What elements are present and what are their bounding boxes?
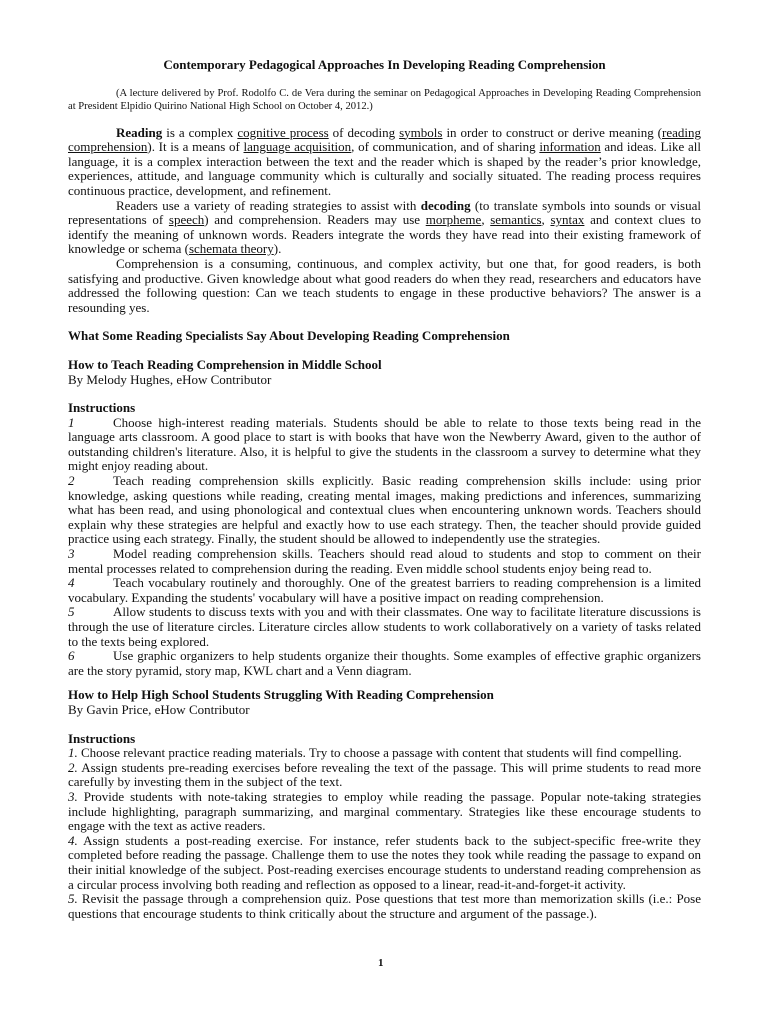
article-2-instructions-label: Instructions xyxy=(68,730,136,746)
article-2-step: 2. Assign students pre-reading exercises before revealing the text of the passage. This will prime students to read more carefully by investing them in the subject of the text. xyxy=(68,759,701,790)
section-heading: What Some Reading Specialists Say About Developing Reading Comprehension xyxy=(68,328,510,344)
link-language-acquisition[interactable]: language acquisition xyxy=(243,139,352,155)
intro-paragraph-2: Readers use a variety of reading strategies to assist with decoding (to translate symbols into sounds or visual representations of speech) and comprehension. Readers may use morpheme, semantics, syntax and context clues to identify the meaning of unknown words. Readers integrate the words they have read into their existing framework of knowledge or schema (schemata theory). xyxy=(68,197,702,257)
link-schemata-theory[interactable]: schemata theory xyxy=(188,241,274,257)
term-decoding: decoding xyxy=(420,197,471,213)
link-semantics[interactable]: semantics xyxy=(490,212,542,228)
page-number: 1 xyxy=(378,957,384,969)
article-1-step: 1 Choose high-interest reading materials. Students should be able to relate to those texts being read in the language arts classroom. A good place to start is with books that have won the Newberry Award, given to the author of outstanding children's literature. Also, it is helpful to give the students in the classroom a survey to determine what they might enjoy reading about. xyxy=(68,414,701,474)
article-1-step: 3 Model reading comprehension skills. Teachers should read aloud to students and stop to comment on their mental processes related to comprehension during the reading. Even middle school students enjoy being read to. xyxy=(68,546,701,576)
article-1-heading: How to Teach Reading Comprehension in Middle School xyxy=(68,356,382,372)
article-1-step: 4 Teach vocabulary routinely and thoroughly. One of the greatest barriers to reading comprehension is a limited vocabulary. Expanding the students' vocabulary will have a positive impact on reading comprehension. xyxy=(68,575,701,605)
step-number: 1 xyxy=(68,414,75,430)
link-morpheme[interactable]: morpheme xyxy=(425,212,482,228)
term-reading: Reading xyxy=(116,124,163,140)
step-number: 4 xyxy=(68,575,75,591)
article-1-step: 6 Use graphic organizers to help students organize their thoughts. Some examples of effective graphic organizers are the story pyramid, story map, KWL chart and a Venn diagram. xyxy=(68,648,701,678)
document-title: Contemporary Pedagogical Approaches In Developing Reading Comprehension xyxy=(163,57,606,72)
article-1-byline: By Melody Hughes, eHow Contributor xyxy=(68,371,272,387)
step-number: 4. xyxy=(68,832,78,848)
link-syntax[interactable]: syntax xyxy=(550,212,585,228)
step-number: 5 xyxy=(68,604,75,620)
step-number: 2 xyxy=(68,473,75,489)
article-2-step: 5. Revisit the passage through a comprehension quiz. Pose questions that test more than memorization skills (i.e.: Pose questions that encourage students to think critically about the structure and argument of the passage.). xyxy=(68,891,701,921)
lecture-note: (A lecture delivered by Prof. Rodolfo C. de Vera during the seminar on Pedagogical Approaches in Developing Reading Comprehension at President Elpidio Quirino National High School on October 4, 2012.) xyxy=(68,87,701,113)
article-2-step: 4. Assign students a post-reading exercise. For instance, refer students back to the subject-specific free-write they completed before reading the passage. Challenge them to use the notes they took while reading the passage to expand on their initial knowledge of the subject. Post-reading exercises encourage students to understand reading comprehension as a circular process involving both reading and reflection as opposed to a linear, read-it-and-forget-it activity. xyxy=(68,832,701,892)
document-page xyxy=(68,58,701,921)
link-cognitive-process[interactable]: cognitive process xyxy=(237,124,329,140)
step-number: 1. xyxy=(68,745,78,761)
link-speech[interactable]: speech xyxy=(168,212,205,228)
link-symbols[interactable]: symbols xyxy=(399,124,443,140)
link-information[interactable]: information xyxy=(539,139,601,155)
step-number: 5. xyxy=(68,891,78,907)
step-number: 2. xyxy=(68,759,78,775)
step-number: 6 xyxy=(68,648,75,664)
article-2-step: 3. Provide students with note-taking strategies to employ while reading the passage. Popular note-taking strategies include highlighting, paragraph summarizing, and marginal commentary. Strategies like these encourage students to engage with the text as active readers. xyxy=(68,788,701,834)
article-1-instructions-label: Instructions xyxy=(68,400,136,416)
article-2-byline: By Gavin Price, eHow Contributor xyxy=(68,701,250,717)
link-reading-comprehension[interactable]: reading comprehension xyxy=(68,124,701,155)
step-number: 3 xyxy=(68,546,75,562)
intro-paragraph-1: Reading is a complex cognitive process of decoding symbols in order to construct or derive meaning (reading comprehension). It is a means of language acquisition, of communication, and of sharing information and ideas. Like all language, it is a complex interaction between the text and the reader which is shaped by the reader’s prior knowledge, experiences, attitude, and language community which is culturally and socially situated. The reading process requires continuous practice, development, and refinement. xyxy=(68,124,701,198)
article-2-heading: How to Help High School Students Struggling With Reading Comprehension xyxy=(68,687,494,703)
step-number: 3. xyxy=(68,788,78,804)
article-2-step: 1. Choose relevant practice reading materials. Try to choose a passage with content that students will find compelling. xyxy=(68,745,682,761)
article-1-step: 5 Allow students to discuss texts with you and with their classmates. One way to facilitate literature discussions is through the use of literature circles. Literature circles allow students to work collaboratively on a variety of tasks related to the texts being explored. xyxy=(68,604,701,649)
intro-paragraph-3: Comprehension is a consuming, continuous, and complex activity, but one that, for good readers, is both satisfying and productive. Given knowledge about what good readers do when they read, researchers and educators have addressed the following question: Can we teach students to engage in these productive behaviors? The answer is a resounding yes. xyxy=(68,255,701,315)
article-1-step: 2 Teach reading comprehension skills explicitly. Basic reading comprehension skills include: using prior knowledge, asking questions while reading, creating mental images, making predictions and inferences, summarizing what has been read, and using phonological and contextual clues when encountering unknown words. Teachers should explain why these strategies are helpful and exactly how to use each strategy. Then, the teacher should provide guided practice using each strategy. Finally, the student should be allowed to independently use the strategies. xyxy=(68,473,701,547)
